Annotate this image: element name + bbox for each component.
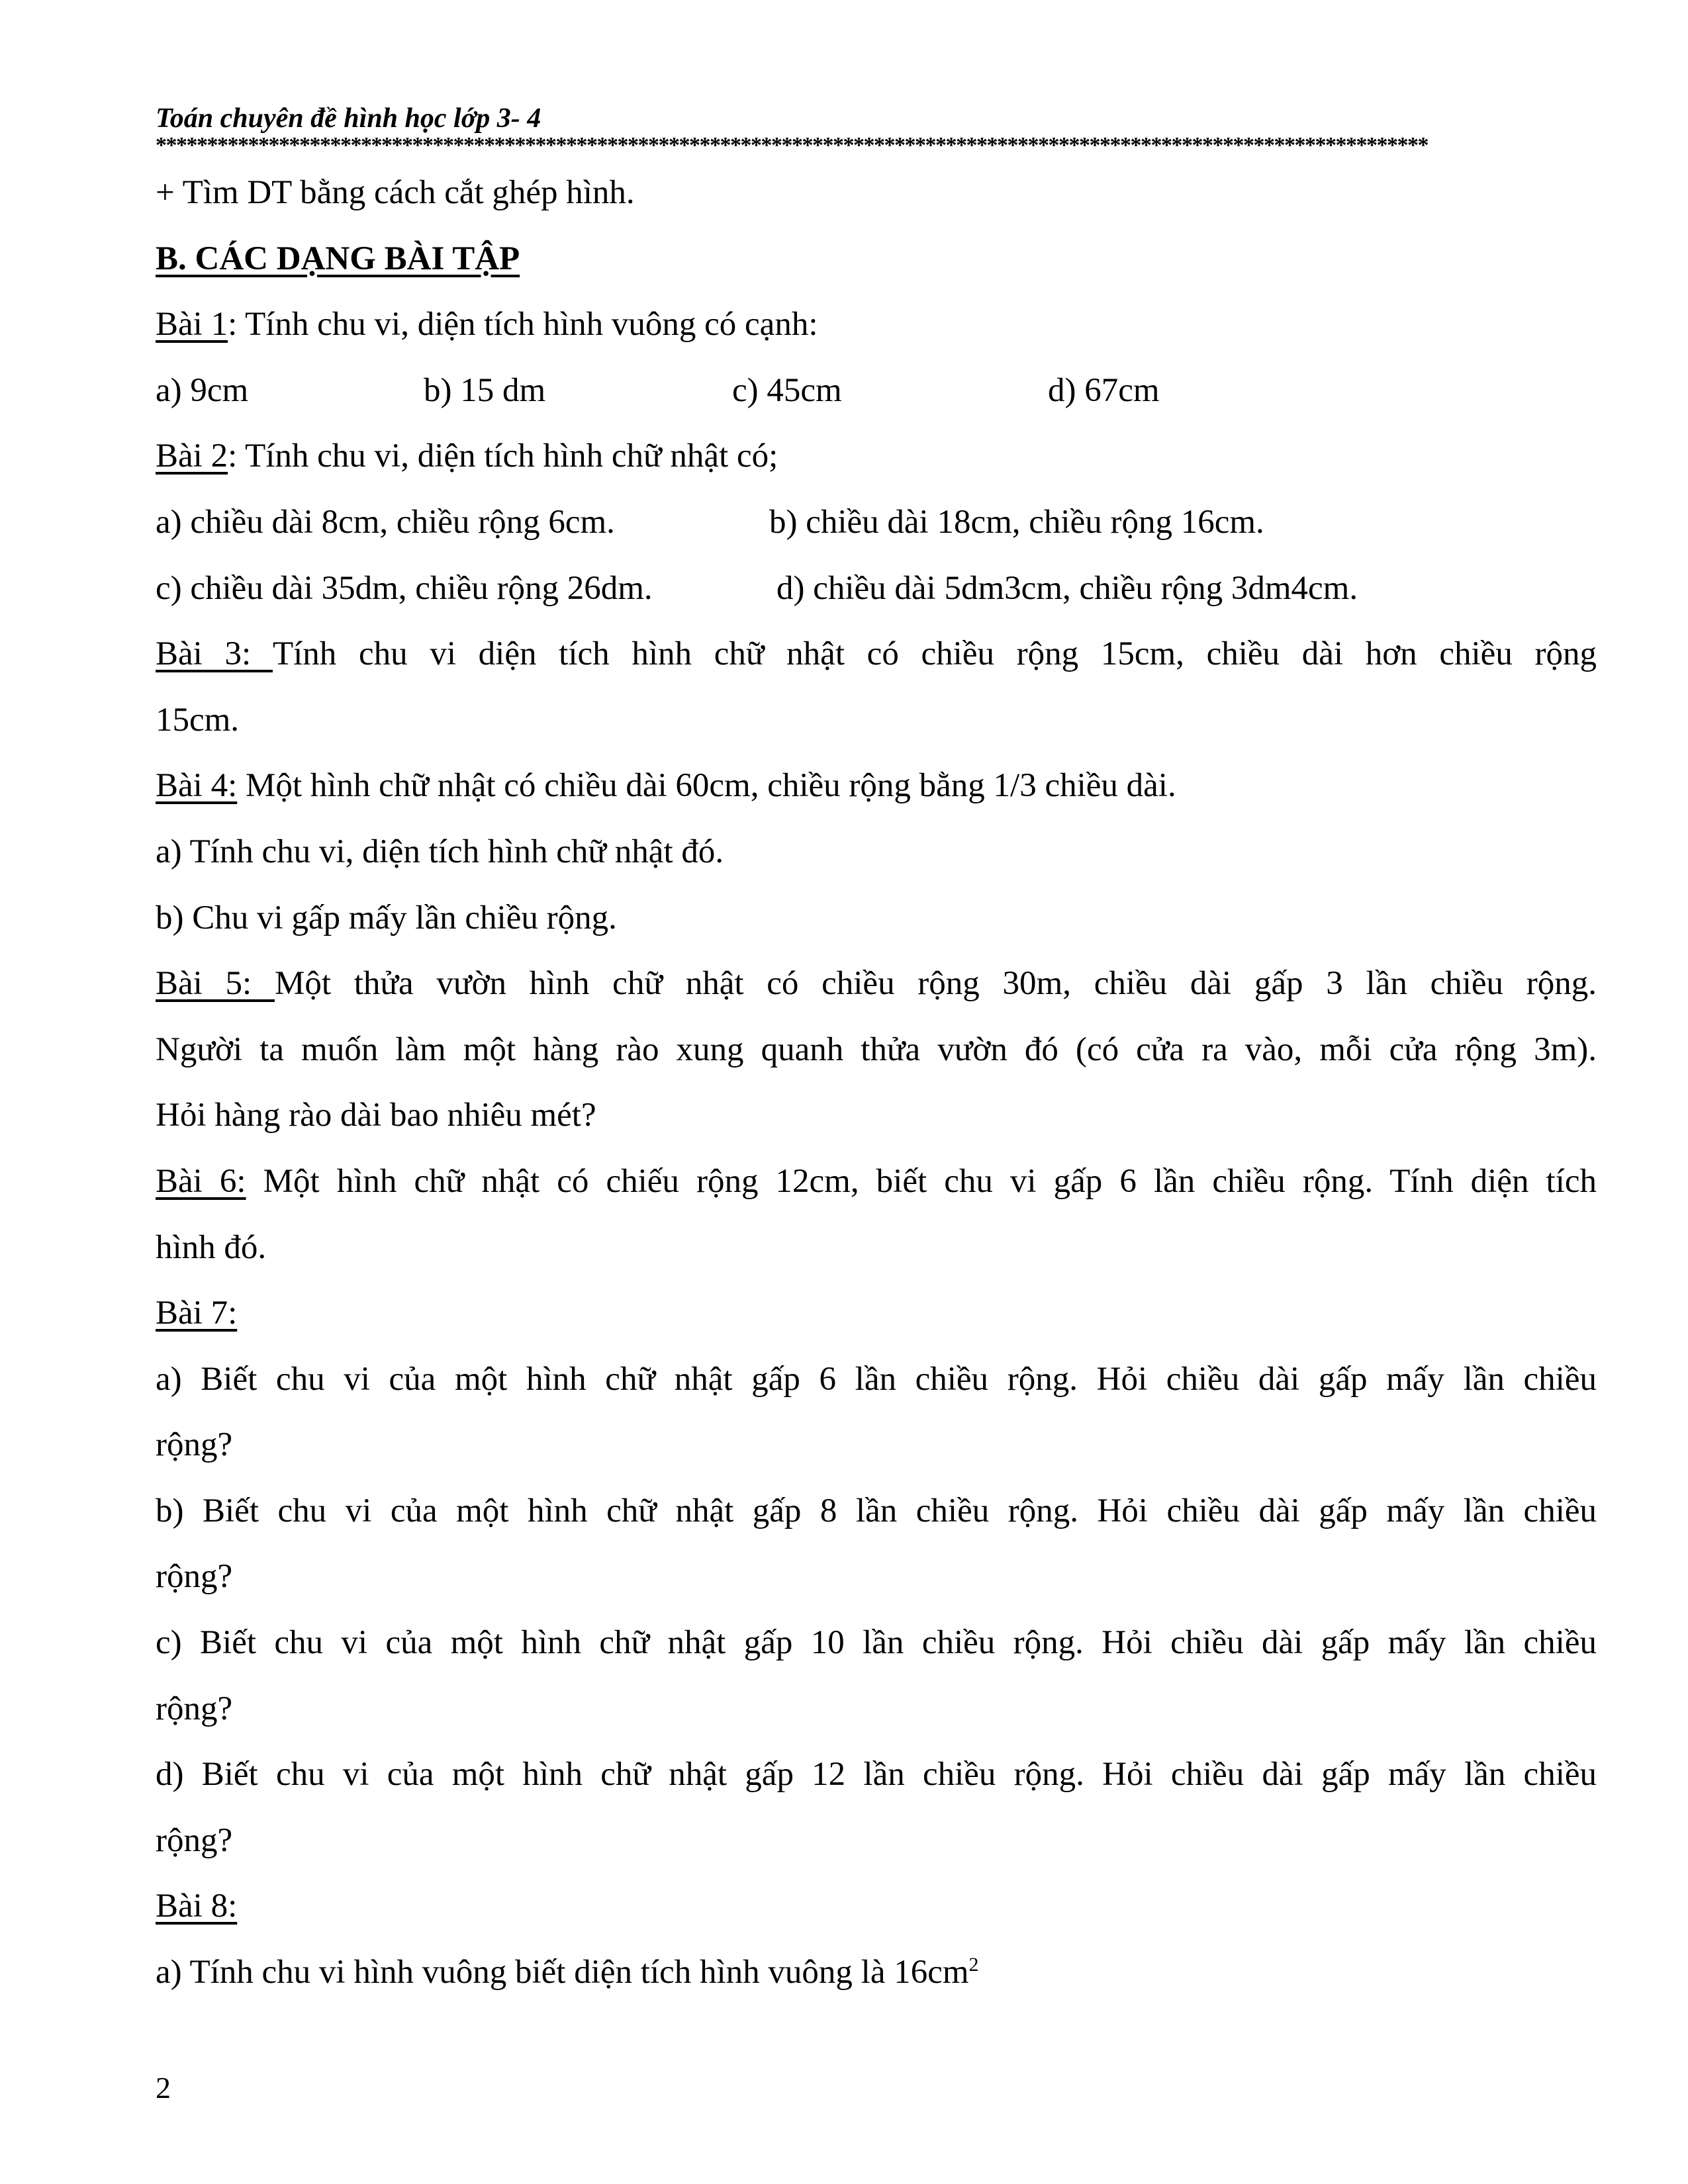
- sub-question: rộng?: [156, 1690, 233, 1727]
- exercise-6: [156, 1149, 1597, 1215]
- exercise-text: Tính chu vi diện tích hình chữ nhật có chiều rộng 15cm, chiều dài hơn chiều rộng: [272, 635, 1597, 673]
- sub-question: rộng?: [156, 1426, 233, 1464]
- sub-question: rộng?: [156, 1821, 233, 1859]
- intro-line: + Tìm DT bằng cách cắt ghép hình.: [156, 174, 635, 211]
- option: b) 15 dm: [424, 371, 546, 409]
- option: c) chiều dài 35dm, chiều rộng 26dm.: [156, 569, 653, 607]
- sub-question-text: a) Tính chu vi hình vuông biết diện tích hình vuông là 16cm: [156, 1954, 969, 1991]
- exercise-text: Một thửa vườn hình chữ nhật có chiều rộng 30m, chiều dài gấp 3 lần chiều rộng.: [274, 965, 1597, 1003]
- exercise-label: Bài 2: [156, 437, 228, 475]
- exercise-text: Một hình chữ nhật có chiếu rộng 12cm, biết chu vi gấp 6 lần chiều rộng. Tính diện tích: [246, 1162, 1597, 1200]
- exercise-text: 15cm.: [156, 701, 240, 739]
- exercise-text: : Tính chu vi, diện tích hình vuông có cạnh:: [228, 306, 818, 343]
- exercise-text: Người ta muốn làm một hàng rào xung quanh thửa vườn đó (có cửa ra vào, mỗi cửa rộng 3m).: [156, 1030, 1597, 1068]
- option: b) chiều dài 18cm, chiều rộng 16cm.: [769, 503, 1264, 541]
- exercise-4: [156, 753, 1597, 819]
- exercise-label: Bài 6:: [156, 1162, 246, 1200]
- option: a) 9cm: [156, 371, 249, 409]
- exercise-label: Bài 7:: [156, 1295, 238, 1332]
- exercise-3: [156, 621, 1597, 688]
- sub-question: rộng?: [156, 1558, 233, 1596]
- exercise-1: [156, 292, 1597, 358]
- exercise-label: Bài 5:: [156, 965, 275, 1003]
- sub-question: b) Chu vi gấp mấy lần chiều rộng.: [156, 899, 617, 936]
- exercise-label: Bài 8:: [156, 1888, 238, 1925]
- header-separator: ****************************************************************************************************************************: [156, 133, 1428, 158]
- sub-question: a) Biết chu vi của một hình chữ nhật gấp 6 lần chiều rộng. Hỏi chiều dài gấp mấy lần chiều: [156, 1360, 1597, 1398]
- exercise-text: Hỏi hàng rào dài bao nhiêu mét?: [156, 1097, 596, 1134]
- superscript: 2: [968, 1954, 979, 1976]
- exercise-1-options: [156, 358, 1597, 424]
- section-title: B. CÁC DẠNG BÀI TẬP: [156, 240, 520, 277]
- sub-question: d) Biết chu vi của một hình chữ nhật gấp 12 lần chiều rộng. Hỏi chiều dài gấp mấy lần chiều: [156, 1756, 1597, 1794]
- sub-question: a) Tính chu vi, diện tích hình chữ nhật đó.: [156, 833, 724, 870]
- document-body: [156, 160, 1597, 2006]
- option: c) 45cm: [732, 371, 842, 409]
- exercise-text: Một hình chữ nhật có chiều dài 60cm, chiều rộng bằng 1/3 chiều dài.: [237, 767, 1176, 805]
- option: a) chiều dài 8cm, chiều rộng 6cm.: [156, 503, 615, 541]
- option: d) 67cm: [1048, 371, 1160, 409]
- exercise-label: Bài 1: [156, 306, 228, 343]
- exercise-5: [156, 951, 1597, 1017]
- page-number: 2: [156, 2071, 171, 2105]
- exercise-label: Bài 3:: [156, 635, 273, 673]
- sub-question: [156, 1940, 1597, 2006]
- sub-question: b) Biết chu vi của một hình chữ nhật gấp 8 lần chiều rộng. Hỏi chiều dài gấp mấy lần chiều: [156, 1492, 1597, 1529]
- exercise-label: Bài 4:: [156, 767, 238, 805]
- exercise-2: [156, 424, 1597, 490]
- exercise-text: : Tính chu vi, diện tích hình chữ nhật có;: [228, 437, 778, 475]
- exercise-7: [156, 1281, 1597, 1347]
- exercise-text: hình đó.: [156, 1228, 267, 1266]
- sub-question: c) Biết chu vi của một hình chữ nhật gấp 10 lần chiều rộng. Hỏi chiều dài gấp mấy lần chiều: [156, 1624, 1597, 1662]
- running-header: Toán chuyên đề hình học lớp 3- 4: [156, 103, 541, 134]
- option: d) chiều dài 5dm3cm, chiều rộng 3dm4cm.: [776, 569, 1358, 607]
- exercise-8: [156, 1874, 1597, 1940]
